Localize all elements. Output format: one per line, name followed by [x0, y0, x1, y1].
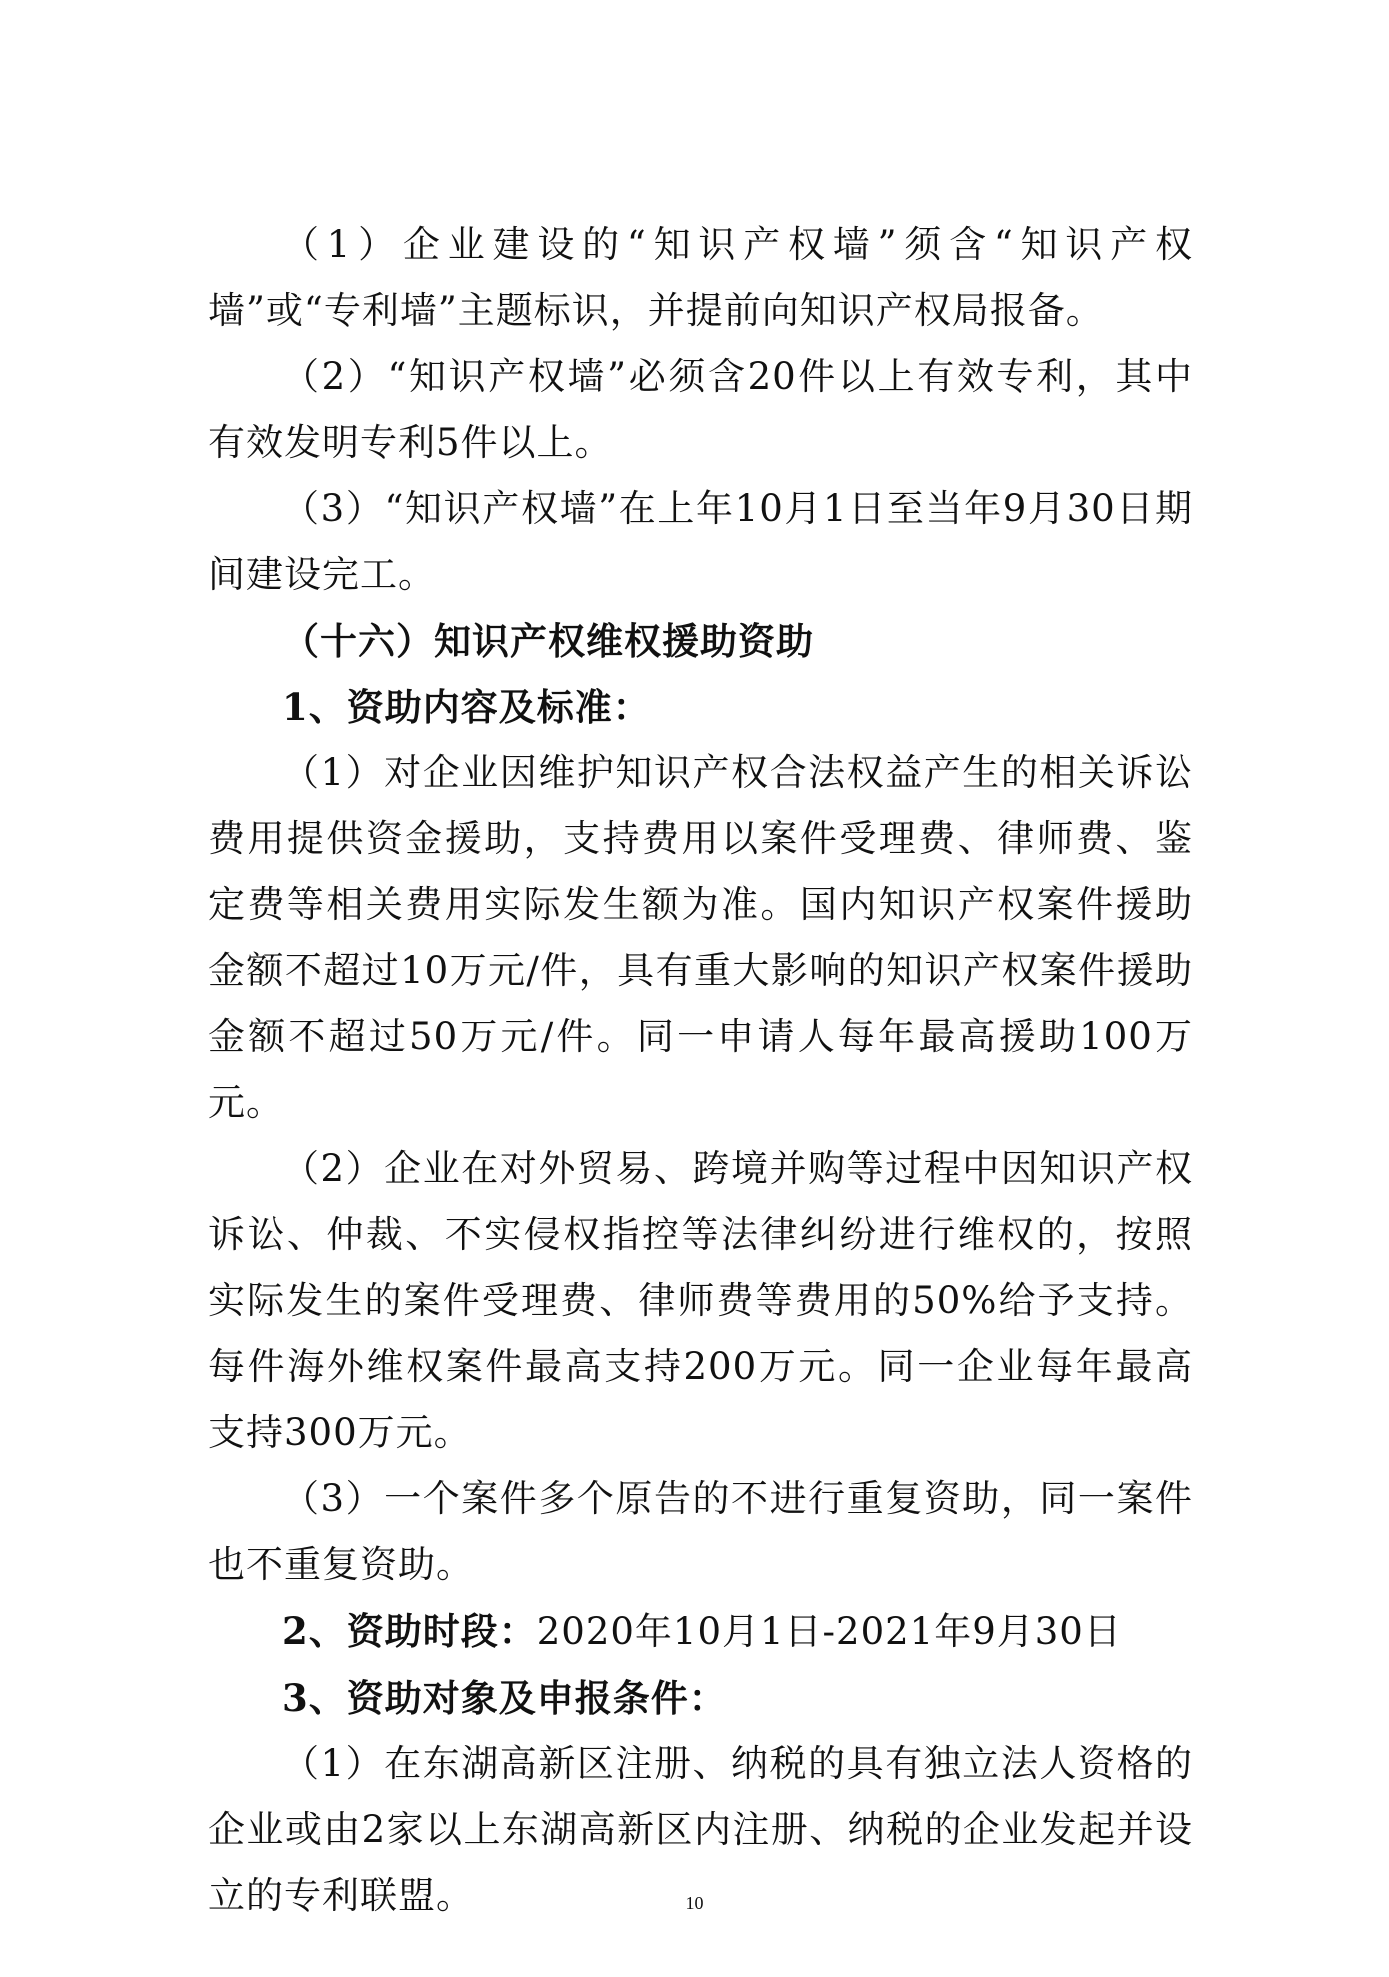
page-number: 10	[685, 1893, 704, 1913]
paragraph-funding-standard-1: （1）对企业因维护知识产权合法权益产生的相关诉讼费用提供资金援助，支持费用以案件受理费、律师费、鉴定费等相关费用实际发生额为准。国内知识产权案件援助金额不超过10万元/件，具有重大影响的知识产权案件援助金额不超过50万元/件。同一申请人每年最高援助100万元。	[208, 751, 1193, 1124]
document-body	[208, 212, 1193, 1929]
paragraph-ip-wall-requirement-2: （2）“知识产权墙”必须含20件以上有效专利，其中有效发明专利5件以上。	[208, 355, 1193, 464]
subheading-funding-content: 1、资助内容及标准：	[282, 685, 651, 729]
paragraph-funding-standard-2: （2）企业在对外贸易、跨境并购等过程中因知识产权诉讼、仲裁、不实侵权指控等法律纠纷进行维权的，按照实际发生的案件受理费、律师费等费用的50%给予支持。每件海外维权案件最高支持200万元。同一企业每年最高支持300万元。	[208, 1147, 1193, 1454]
paragraph-funding-standard-3: （3）一个案件多个原告的不进行重复资助，同一案件也不重复资助。	[208, 1477, 1193, 1586]
funding-period-label: 2、资助时段：	[282, 1609, 537, 1653]
paragraph-ip-wall-requirement-1: （1）企业建设的“知识产权墙”须含“知识产权墙”或“专利墙”主题标识，并提前向知识产权局报备。	[208, 223, 1193, 332]
funding-period-value: 2020年10月1日-2021年9月30日	[536, 1610, 1122, 1653]
subheading-funding-period	[208, 1598, 1193, 1665]
paragraph-eligibility-1: （1）在东湖高新区注册、纳税的具有独立法人资格的企业或由2家以上东湖高新区内注册、纳税的企业发起并设立的专利联盟。	[208, 1742, 1193, 1917]
subheading-eligibility: 3、资助对象及申报条件：	[282, 1676, 727, 1720]
paragraph-ip-wall-requirement-3: （3）“知识产权墙”在上年10月1日至当年9月30日期间建设完工。	[208, 487, 1193, 596]
section-heading-ip-rights-protection: （十六）知识产权维权援助资助	[282, 619, 814, 663]
